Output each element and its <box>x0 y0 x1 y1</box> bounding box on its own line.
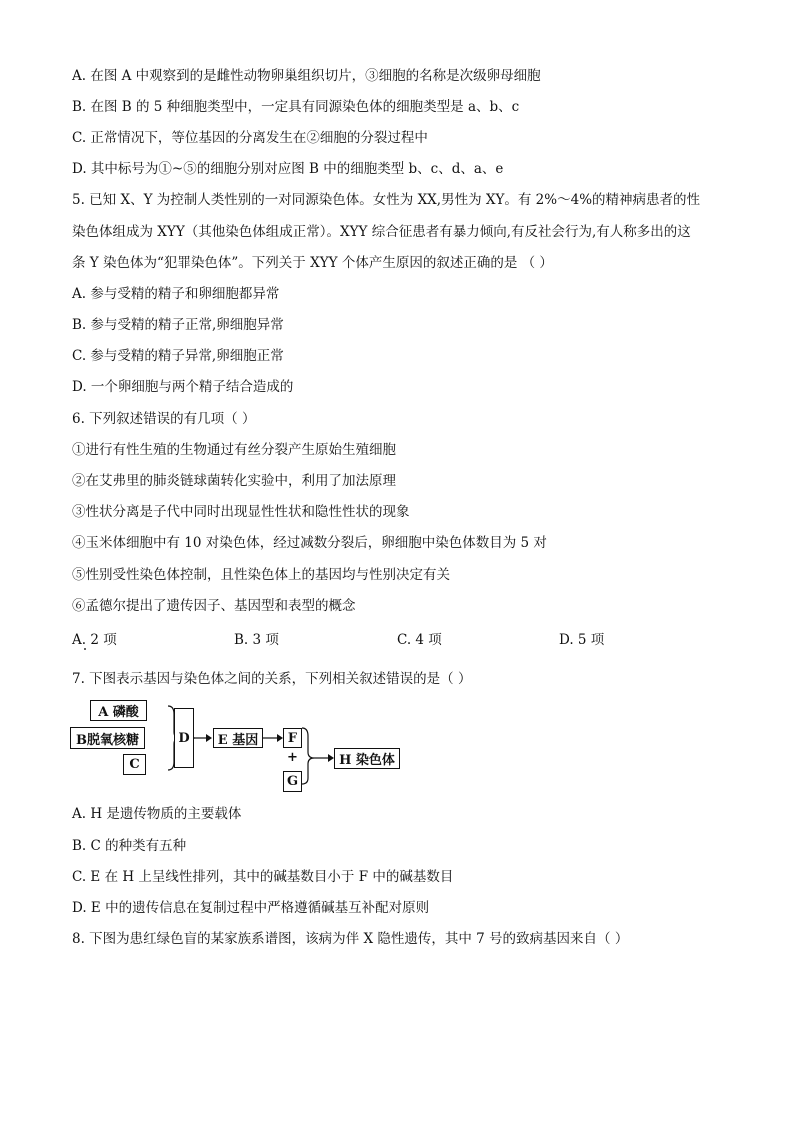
q7-option-b: B. C 的种类有五种 <box>72 838 187 854</box>
q6-statement-5: ⑤性别受性染色体控制，且性染色体上的基因均与性别决定有关 <box>72 567 450 583</box>
q6-option-c: C. 4 项 <box>397 632 442 648</box>
box-d: D <box>174 708 194 768</box>
q7-option-c: C. E 在 H 上呈线性排列，其中的碱基数目小于 F 中的碱基数目 <box>72 869 454 885</box>
plus-sign: + <box>287 750 298 765</box>
gene-chromosome-diagram <box>70 700 410 795</box>
q4-option-c: C. 正常情况下，等位基因的分离发生在②细胞的分裂过程中 <box>72 130 428 146</box>
q6-statement-3: ③性状分离是子代中同时出现显性性状和隐性性状的现象 <box>72 504 410 520</box>
q5-stem-line1: 5. 已知 X、Y 为控制人类性别的一对同源染色体。女性为 XX,男性为 XY。有 2%～4%的精神病患者的性 <box>72 192 701 208</box>
q6-option-b: B. 3 项 <box>234 632 279 648</box>
q6-options-row <box>72 628 712 648</box>
stray-dot <box>84 648 86 650</box>
q6-option-d: D. 5 项 <box>559 632 605 648</box>
q5-option-c: C. 参与受精的精子异常,卵细胞正常 <box>72 348 284 364</box>
q5-option-d: D. 一个卵细胞与两个精子结合造成的 <box>72 379 294 395</box>
box-b-deoxyribose: B脱氧核糖 <box>70 727 145 749</box>
q6-statement-6: ⑥孟德尔提出了遗传因子、基因型和表型的概念 <box>72 598 356 614</box>
box-e-gene: E 基因 <box>213 728 263 748</box>
box-h-chromosome: H 染色体 <box>334 748 400 769</box>
q6-option-a: A. 2 项 <box>72 632 117 648</box>
q6-statement-2: ②在艾弗里的肺炎链球菌转化实验中，利用了加法原理 <box>72 473 396 489</box>
q7-option-a: A. H 是遗传物质的主要载体 <box>72 806 242 822</box>
q7-stem: 7. 下图表示基因与染色体之间的关系，下列相关叙述错误的是（ ） <box>72 671 472 687</box>
q8-stem: 8. 下图为患红绿色盲的某家族系谱图，该病为伴 X 隐性遗传，其中 7 号的致病基因来自（ ） <box>72 931 629 947</box>
q5-option-a: A. 参与受精的精子和卵细胞都异常 <box>72 286 280 302</box>
q4-option-a: A. 在图 A 中观察到的是雌性动物卵巢组织切片，③细胞的名称是次级卵母细胞 <box>72 68 541 84</box>
box-a-phosphate: A 磷酸 <box>90 700 147 721</box>
q5-stem-line3: 条 Y 染色体为“犯罪染色体”。下列关于 XYY 个体产生原因的叙述正确的是 （ ） <box>72 255 553 271</box>
q6-statement-4: ④玉米体细胞中有 10 对染色体，经过减数分裂后，卵细胞中染色体数目为 5 对 <box>72 535 547 551</box>
box-c: C <box>123 754 146 775</box>
q5-stem-line2: 染色体组成为 XYY（其他染色体组成正常）。XYY 综合征患者有暴力倾向,有反社会行为,有人称多出的这 <box>72 224 691 240</box>
q4-option-d: D. 其中标号为①~⑤的细胞分别对应图 B 中的细胞类型 b、c、d、a、e <box>72 161 504 177</box>
q5-option-b: B. 参与受精的精子正常,卵细胞异常 <box>72 317 284 333</box>
q4-option-b: B. 在图 B 的 5 种细胞类型中，一定具有同源染色体的细胞类型是 a、b、c <box>72 99 520 115</box>
box-g: G <box>283 771 302 792</box>
q7-option-d: D. E 中的遗传信息在复制过程中严格遵循碱基互补配对原则 <box>72 900 430 916</box>
q6-statement-1: ①进行有性生殖的生物通过有丝分裂产生原始生殖细胞 <box>72 442 396 458</box>
q6-stem: 6. 下列叙述错误的有几项（ ） <box>72 411 256 427</box>
box-f: F <box>283 728 302 748</box>
